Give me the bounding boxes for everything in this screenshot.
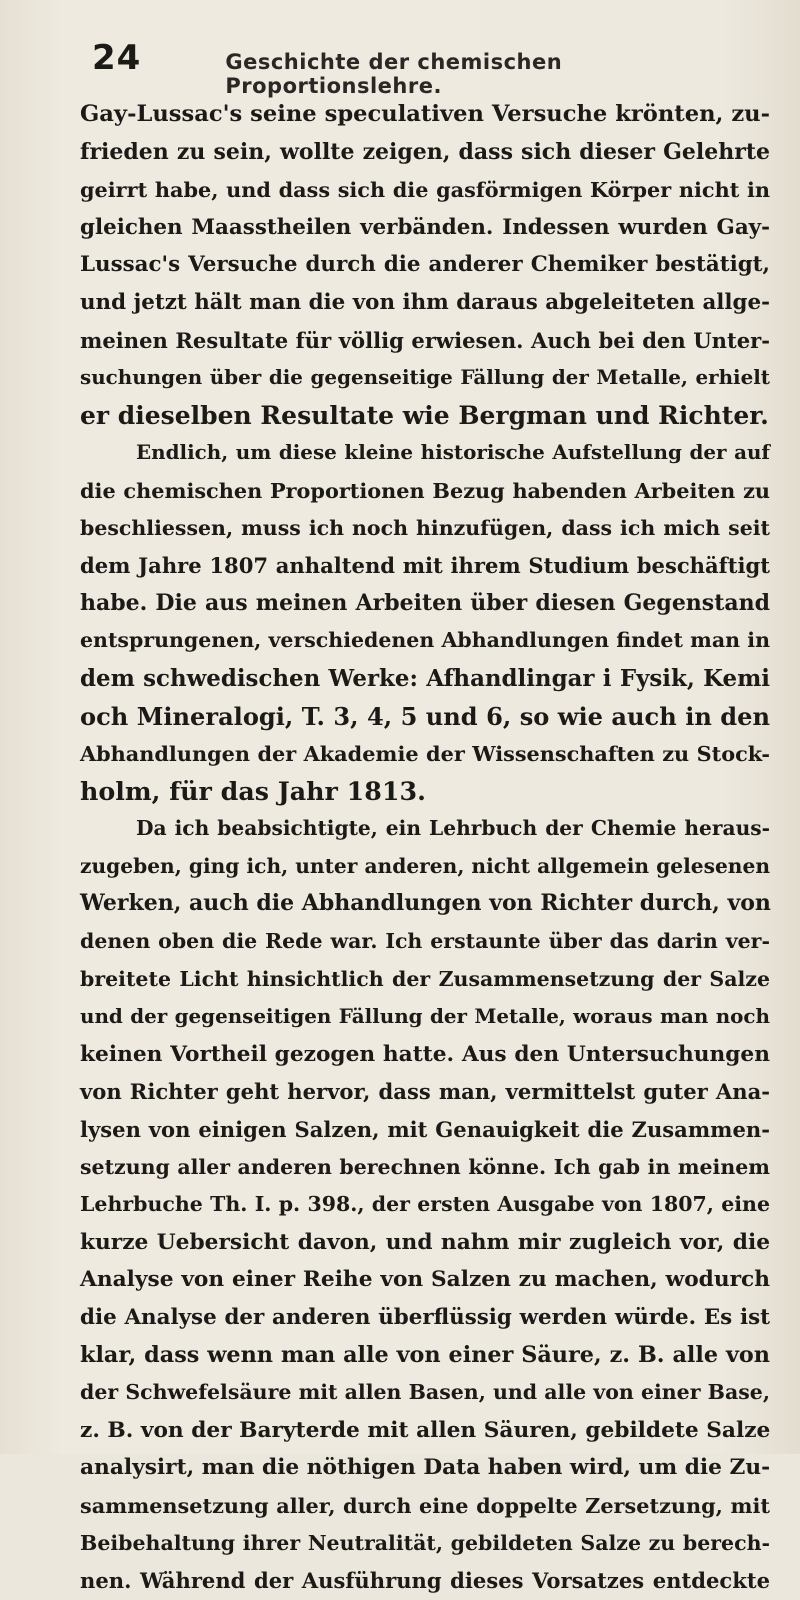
text-line: dem schwedischen Werke: Afhandlingar i Fysik, Kemi (80, 664, 770, 692)
text-line: klar, dass wenn man alle von einer Säure, z. B. alle von (80, 1341, 770, 1368)
text-line: frieden zu sein, wollte zeigen, dass sich dieser Gelehrte (80, 138, 770, 165)
text-line: analysirt, man die nöthigen Data haben wird, um die Zu- (80, 1455, 771, 1481)
text-line: Abhandlungen der Akademie der Wissenschaften zu Stock- (80, 741, 770, 767)
text-line: Lussac's Versuche durch die anderer Chemiker bestätigt, (80, 252, 770, 278)
text-line: Gay-Lussac's seine speculativen Versuche krönten, zu- (80, 101, 770, 127)
text-line: beschliessen, muss ich noch hinzufügen, dass ich mich seit (80, 515, 770, 540)
text-line: Da ich beabsichtigte, ein Lehrbuch der Chemie heraus- (136, 816, 770, 841)
text-line: der Schwefelsäure mit allen Basen, und alle von einer Base, (80, 1380, 770, 1405)
text-line: kurze Uebersicht davon, und nahm mir zugleich vor, die (80, 1229, 770, 1255)
text-line: und der gegenseitigen Fällung der Metalle, woraus man noch (80, 1004, 770, 1029)
text-line: holm, für das Jahr 1813. (80, 775, 426, 806)
page-header (92, 38, 760, 98)
text-line: denen oben die Rede war. Ich erstaunte über das darin ver- (80, 929, 770, 954)
text-line: Werken, auch die Abhandlungen von Richter durch, von (80, 890, 771, 917)
text-line: von Richter geht hervor, dass man, vermittelst guter Ana- (80, 1079, 770, 1105)
text-line: er dieselben Resultate wie Bergman und Richter. (80, 400, 769, 430)
text-line: zugeben, ging ich, unter anderen, nicht allgemein gelesenen (80, 853, 770, 878)
text-line: Analyse von einer Reihe von Salzen zu machen, wodurch (80, 1267, 770, 1293)
text-line: Endlich, um diese kleine historische Aufstellung der auf (136, 440, 770, 465)
text-line: entsprungenen, verschiedenen Abhandlungen findet man in (80, 628, 770, 653)
text-line: keinen Vortheil gezogen hatte. Aus den Untersuchungen (80, 1041, 770, 1067)
body-text (80, 96, 770, 1600)
text-line: dem Jahre 1807 anhaltend mit ihrem Studium beschäftigt (80, 553, 770, 579)
text-line: habe. Die aus meinen Arbeiten über diesen Gegenstand (80, 589, 770, 616)
text-line: suchungen über die gegenseitige Fällung der Metalle, erhielt (80, 365, 770, 390)
text-line: Beibehaltung ihrer Neutralität, gebildeten Salze zu berech- (80, 1530, 770, 1555)
text-line: och Mineralogi, T. 3, 4, 5 und 6, so wie auch in den (80, 701, 770, 731)
text-line: die Analyse der anderen überflüssig werden würde. Es ist (80, 1305, 770, 1330)
text-line: geirrt habe, und dass sich die gasförmigen Körper nicht in (80, 177, 770, 203)
text-line: meinen Resultate für völlig erwiesen. Auch bei den Unter- (80, 327, 770, 353)
text-line: sammensetzung aller, durch eine doppelte Zersetzung, mit (80, 1492, 770, 1518)
text-line: die chemischen Proportionen Bezug habenden Arbeiten zu (80, 477, 770, 503)
text-line: setzung aller anderen berechnen könne. Ich gab in meinem (80, 1154, 770, 1179)
text-line: und jetzt hält man die von ihm daraus abgeleiteten allge- (80, 289, 770, 315)
text-line: lysen von einigen Salzen, mit Genauigkeit die Zusammen- (80, 1117, 770, 1143)
text-line: nen. Während der Ausführung dieses Vorsatzes entdeckte (80, 1568, 770, 1594)
page-number: 24 (92, 38, 142, 78)
text-line: breitete Licht hinsichtlich der Zusammensetzung der Salze (80, 966, 770, 991)
text-line: z. B. von der Baryterde mit allen Säuren, gebildete Salze (80, 1417, 771, 1443)
text-line: gleichen Maasstheilen verbänden. Indessen wurden Gay- (80, 214, 770, 240)
running-head: Geschichte der chemischen Proportionslehre. (225, 50, 563, 98)
text-line: Lehrbuche Th. I. p. 398., der ersten Ausgabe von 1807, eine (80, 1192, 770, 1217)
